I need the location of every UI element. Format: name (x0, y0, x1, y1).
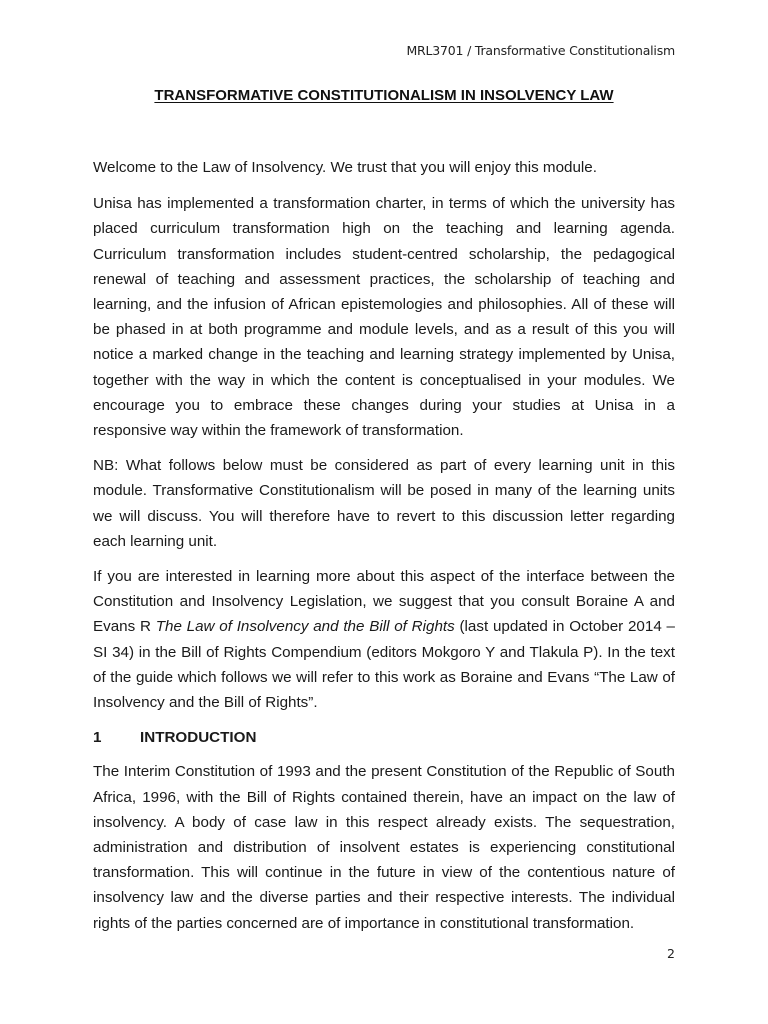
book-title: The Law of Insolvency and the Bill of Rights (155, 618, 455, 636)
charter-paragraph: Unisa has implemented a transformation charter, in terms of which the university has placed curriculum transformation high on the teaching and learning agenda. Curriculum transformation includes student-centred scholarship, the pedagogical renewal of teaching and assessment practices, the scholarship of teaching and learning, and the infusion of African epistemologies and philosophies. All of these will be phased in at both programme and module levels, and as a result of this you will notice a marked change in the teaching and learning strategy implemented by Unisa, together with the way in which the content is conceptualised in your modules. We encourage you to embrace these changes during your studies at Unisa in a responsive way within the framework of transformation. (93, 195, 675, 440)
nb-paragraph: NB: What follows below must be considered as part of every learning unit in this module. Transformative Constitutionalism will be posed in many of the learning units we will discuss. You will therefore have to revert to this discussion letter regarding each learning unit. (93, 457, 675, 550)
interest-text-after: (last updated in October 2014 – SI 34) in the Bill of Rights Compendium (editors Mokgoro Y and Tlakula P). In the text of the guide which follows we will refer to this work as Boraine and Evans “The Law of Insolvency and the Bill of Rights”. (93, 618, 675, 712)
section-number: 1 (93, 729, 102, 747)
document-body (93, 155, 675, 946)
section-heading (93, 725, 675, 750)
section-title: INTRODUCTION (140, 729, 257, 747)
introduction-paragraph: The Interim Constitution of 1993 and the present Constitution of the Republic of South Africa, 1996, with the Bill of Rights contained therein, have an impact on the law of insolvency. A body of case law in this respect already exists. The sequestration, administration and distribution of insolvent estates is experiencing constitutional transformation. This will continue in the future in view of the contentious nature of insolvency law and the diverse parties and their respective interests. The individual rights of the parties concerned are of importance in constitutional transformation. (93, 763, 675, 932)
running-header: MRL3701 / Transformative Constitutionalism (406, 43, 675, 58)
document-title: TRANSFORMATIVE CONSTITUTIONALISM IN INSOLVENCY LAW (154, 87, 614, 104)
page-number: 2 (667, 946, 675, 961)
welcome-paragraph: Welcome to the Law of Insolvency. We trust that you will enjoy this module. (93, 159, 597, 176)
interest-paragraph (93, 564, 675, 715)
interest-text-before: If you are interested in learning more about this aspect of the interface between the Constitution and Insolvency Legislation, we suggest that you consult Boraine A and Evans R (93, 568, 675, 636)
